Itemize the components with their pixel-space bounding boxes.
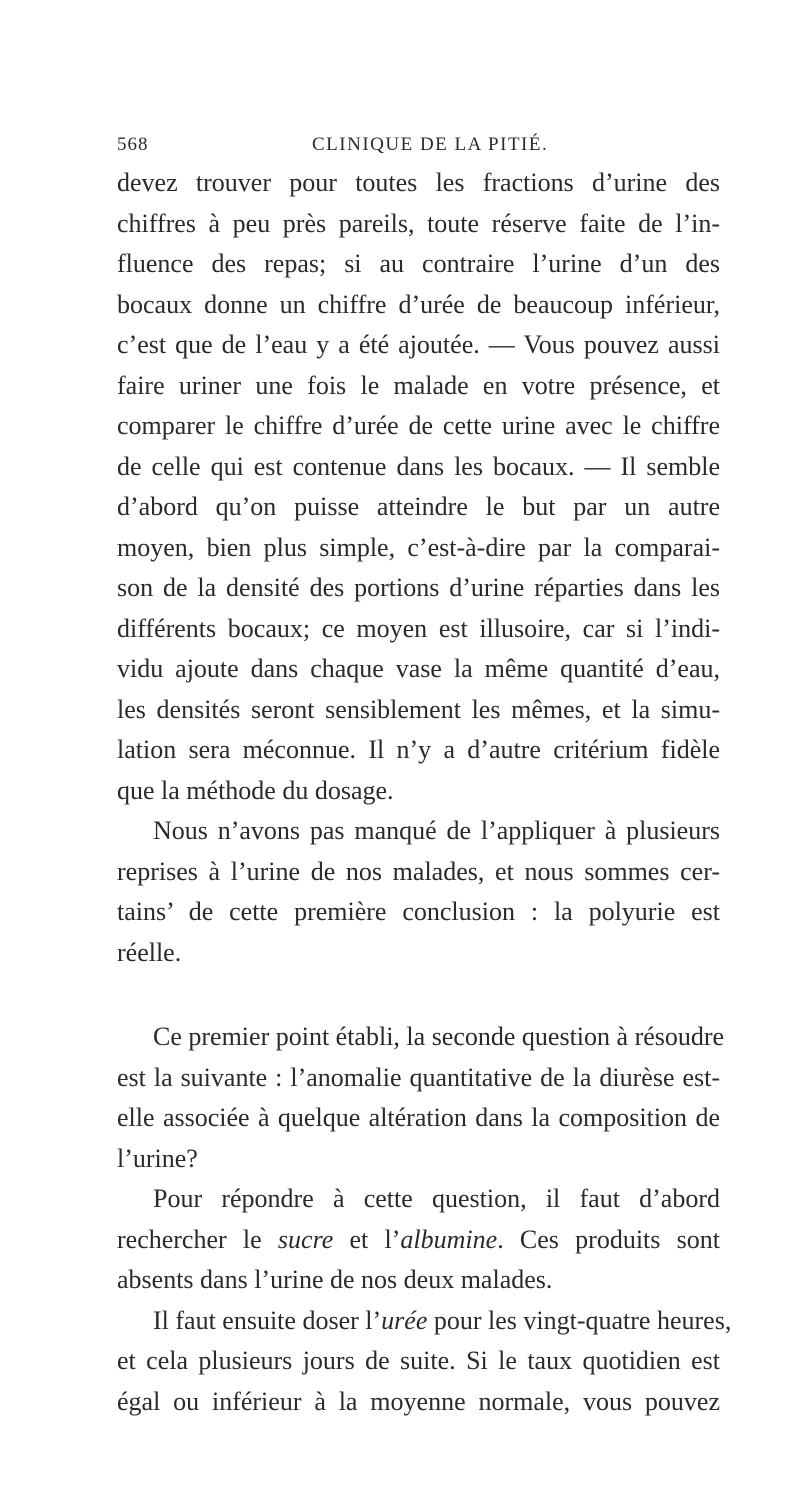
running-head — [117, 134, 717, 162]
text-run: Il faut ensuite doser l’ — [153, 1305, 382, 1335]
text-line: devez trouver pour toutes les fractions d’urine des — [117, 168, 720, 197]
paragraph-4 — [117, 1179, 720, 1301]
text-line — [117, 1220, 720, 1261]
text-line: elle associée à quelque altération dans la composition de — [117, 1103, 720, 1132]
text-run: rechercher le — [117, 1224, 278, 1254]
text-line: bocaux donne un chiffre d’urée de beaucoup inférieur, — [117, 289, 720, 319]
text-line: réelle. — [117, 937, 182, 967]
text-line: Nous n’avons pas manqué de l’appliquer à plusieurs — [153, 816, 720, 845]
text-line: les densités seront sensiblement les mêmes, et la simu- — [117, 694, 720, 724]
text-line: que la méthode du dosage. — [117, 775, 394, 805]
paragraph-5 — [117, 1301, 732, 1423]
italic-term-albumine: albumine — [400, 1224, 498, 1254]
paragraph-2 — [117, 811, 720, 973]
page-number: 568 — [117, 134, 149, 155]
text-line: d’abord qu’on puisse atteindre le but par un autre — [117, 492, 720, 521]
text-line: reprises à l’urine de nos malades, et nous sommes cer- — [117, 856, 720, 886]
text-line: c’est que de l’eau y a été ajoutée. — Vous pouvez aussi — [117, 330, 720, 359]
running-title: CLINIQUE DE LA PITIÉ. — [312, 134, 549, 155]
text-line: Pour répondre à cette question, il faut d’abord — [153, 1184, 720, 1213]
paragraph-gap — [117, 973, 720, 1017]
text-run: et l’ — [333, 1224, 401, 1254]
text-line: de celle qui est contenue dans les bocaux. — Il semble — [117, 451, 720, 481]
text-line: lation sera méconnue. Il n’y a d’autre critérium fidèle — [117, 735, 720, 764]
text-line: fluence des repas; si au contraire l’urine d’un des — [117, 249, 720, 278]
text-run: pour les vingt-quatre heures, — [427, 1305, 732, 1335]
text-line: égal ou inférieur à la moyenne normale, vous pouvez — [117, 1386, 720, 1416]
text-line: l’urine? — [117, 1143, 198, 1173]
text-line: vidu ajoute dans chaque vase la même quantité d’eau, — [117, 654, 720, 683]
text-line: différents bocaux; ce moyen est illusoire, car si l’indi- — [117, 613, 720, 643]
paragraph-1 — [117, 163, 720, 811]
text-line: comparer le chiffre d’urée de cette urine avec le chiffre — [117, 411, 720, 440]
text-line: Ce premier point établi, la seconde question à résoudre — [153, 1022, 725, 1051]
text-line: est la suivante : l’anomalie quantitative de la diurèse est- — [117, 1062, 720, 1092]
italic-term-sucre: sucre — [277, 1224, 334, 1254]
text-line: son de la densité des portions d’urine réparties dans les — [117, 573, 720, 602]
text-line: moyen, bien plus simple, c’est-à-dire par la comparai- — [117, 532, 720, 562]
text-line: faire uriner une fois le malade en votre présence, et — [117, 370, 720, 400]
text-line: chiffres à peu près pareils, toute réserve faite de l’in- — [117, 208, 720, 238]
text-line: absents dans l’urine de nos deux malades. — [117, 1265, 553, 1294]
italic-term-uree: urée — [381, 1305, 428, 1335]
paragraph-3 — [117, 1017, 725, 1179]
text-line — [117, 1301, 732, 1342]
text-run: . Ces produits sont — [497, 1224, 720, 1254]
text-line: et cela plusieurs jours de suite. Si le taux quotidien est — [117, 1346, 720, 1375]
text-line: tains’ de cette première conclusion : la polyurie est — [117, 897, 720, 926]
body-text — [117, 163, 732, 1422]
